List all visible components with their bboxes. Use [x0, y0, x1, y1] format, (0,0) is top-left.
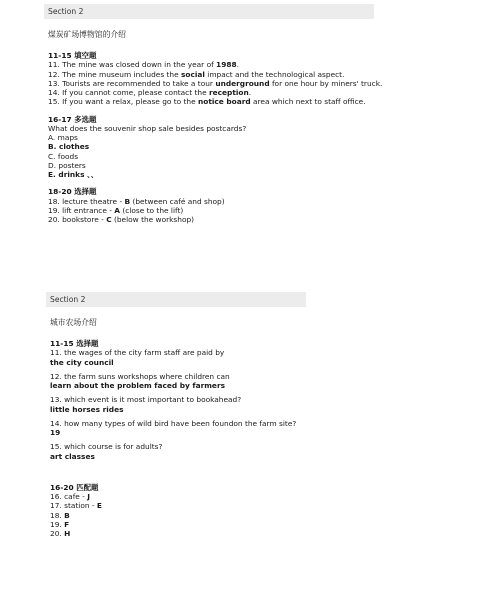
question: 15. which course is for adults? — [50, 442, 163, 452]
question: 11. the wages of the city farm staff are paid by — [50, 348, 225, 358]
list-item: 14. If you cannot come, please contact the reception. — [48, 88, 252, 98]
list-item: 12. The mine museum includes the social impact and the technological aspect. — [48, 69, 345, 79]
section-1-header-text: Section 2 — [48, 7, 84, 16]
list-item: 18. B — [50, 510, 70, 520]
s2-group2-list — [50, 492, 306, 538]
s1-group1-list — [48, 60, 383, 107]
answer: little horses rides — [50, 404, 124, 414]
answer: the city council — [50, 357, 114, 367]
section-2-title: 城市农场介绍 — [50, 318, 97, 328]
list-item: 13. Tourists are recommended to take a tour underground for one hour by miners' truck. — [48, 78, 383, 88]
question: 14. how many types of wild bird have been foundon the farm site? — [50, 418, 297, 428]
s1-group2-options — [48, 133, 374, 179]
s2-group1-list — [50, 348, 306, 461]
list-item: 18. lecture theatre - B (between café and shop) — [48, 196, 225, 206]
question: 13. which event is it most important to bookahead? — [50, 395, 242, 405]
option-c: C. foods — [48, 151, 79, 161]
section-2 — [46, 292, 306, 538]
qa-item — [50, 348, 306, 367]
answer: 19 — [50, 428, 61, 438]
option-a: A. maps — [48, 133, 78, 143]
list-item: 17. station - E — [50, 501, 102, 511]
section-1 — [44, 4, 383, 225]
s2-group2-heading: 16-20 匹配题 — [50, 482, 99, 492]
qa-item — [50, 372, 306, 391]
list-item: 20. bookstore - C (below the workshop) — [48, 215, 195, 225]
list-item: 19. F — [50, 519, 70, 529]
section-1-header-bar — [44, 4, 374, 19]
answer: learn about the problem faced by farmers — [50, 381, 225, 391]
section-1-title: 煤炭矿场博物馆的介绍 — [48, 30, 126, 40]
list-item: 19. lift entrance - A (close to the lift) — [48, 205, 184, 215]
option-d: D. posters — [48, 160, 86, 170]
s1-group3-list — [48, 197, 374, 225]
option-b: B. clothes — [48, 142, 90, 152]
question: 12. the farm suns workshops where children can — [50, 371, 230, 381]
list-item: 11. The mine was closed down in the year of 1988. — [48, 60, 239, 70]
qa-item — [50, 442, 306, 461]
s1-group1-heading: 11-15 填空题 — [48, 51, 97, 61]
option-e: E. drinks 、、 — [48, 170, 99, 180]
answer: art classes — [50, 451, 95, 461]
list-item: 16. cafe - J — [50, 492, 90, 502]
section-2-header-bar — [46, 292, 306, 307]
qa-item — [50, 395, 306, 414]
s1-group3-heading: 18-20 选择题 — [48, 187, 97, 197]
s1-group2-question: What does the souvenir shop sale besides postcards? — [48, 123, 247, 133]
list-item: 20. H — [50, 529, 71, 539]
list-item: 15. If you want a relax, please go to the notice board area which next to staff office. — [48, 97, 366, 107]
s1-group2-heading: 16-17 多选题 — [48, 114, 97, 124]
s2-group1-heading: 11-15 选择题 — [50, 339, 99, 349]
qa-item — [50, 419, 306, 438]
section-2-header-text: Section 2 — [50, 295, 86, 304]
